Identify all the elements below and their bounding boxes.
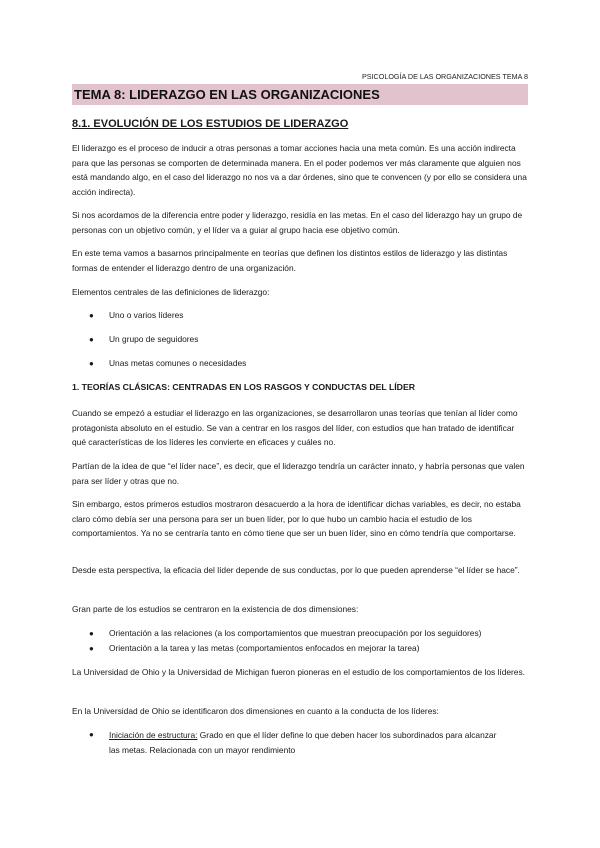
paragraph: Partían de la idea de que “el líder nace”, es decir, que el liderazgo tendría un carácter innato, y habría personas que valen para ser líder y otras que no.: [72, 461, 525, 486]
bullet-icon: ●: [89, 359, 94, 368]
paragraph: Desde esta perspectiva, la eficacia del líder depende de sus conductas, por lo que pueden aprenderse “el líder se hace”.: [72, 565, 520, 575]
running-header: PSICOLOGÍA DE LAS ORGANIZACIONES TEMA 8: [361, 72, 528, 81]
section-heading-1: 1. TEORÍAS CLÁSICAS: CENTRADAS EN LOS RASGOS Y CONDUCTAS DEL LÍDER: [72, 382, 416, 392]
paragraph: Elementos centrales de las definiciones de liderazgo:: [72, 287, 270, 297]
list-item-text: Un grupo de seguidores: [109, 334, 199, 344]
list-item-text: Orientación a la tarea y las metas (comportamientos enfocados en mejorar la tarea): [109, 643, 420, 653]
term-definition: Grado en que el líder define lo que deben hacer los subordinados para alcanzar las metas. Relacionada con un mayor rendimiento: [109, 730, 497, 755]
term-label: Iniciación de estructura:: [109, 730, 198, 740]
page-title: TEMA 8: LIDERAZGO EN LAS ORGANIZACIONES: [74, 87, 380, 102]
paragraph: Si nos acordamos de la diferencia entre poder y liderazgo, residía en las metas. En el caso del liderazgo hay un grupo de personas con un objetivo común, y el líder va a guiar al grupo hacia ese objetivo común.: [72, 210, 523, 235]
paragraph: Cuando se empezó a estudiar el liderazgo en las organizaciones, se desarrollaron unas teorías que tenían al líder como protagonista absoluto en el estudio. Se van a centrar en los rasgos del líder, con estudios que han tratado de identificar qué características de los líderes les convierte en eficaces y cuáles no.: [72, 408, 518, 448]
paragraph: En este tema vamos a basarnos principalmente en teorías que definen los distintos estilos de liderazgo y las distintas formas de entender el liderazgo dentro de una organización.: [72, 248, 508, 273]
bullet-icon: ●: [89, 335, 94, 344]
bullet-icon: ●: [89, 644, 94, 653]
paragraph: La Universidad de Ohio y la Universidad de Michigan fueron pioneras en el estudio de los comportamientos de los líderes.: [72, 667, 525, 677]
bullet-icon: ●: [89, 629, 94, 638]
list-item-text: Uno o varios líderes: [109, 310, 184, 320]
paragraph: Sin embargo, estos primeros estudios mostraron desacuerdo a la hora de identificar dichas variables, es decir, no estaba claro cómo debía ser una persona para ser un buen líder, por lo que hubo un cambio hacia el estudio de los comportamientos. Ya no se centraría tanto en cómo tiene que ser un buen líder, sino en cómo tendría que comportarse.: [72, 499, 521, 539]
bullet-icon: ●: [89, 730, 94, 739]
list-item-text: [109, 728, 509, 757]
paragraph: Gran parte de los estudios se centraron en la existencia de dos dimensiones:: [72, 604, 359, 614]
bullet-icon: ●: [89, 311, 94, 320]
list-item-text: Unas metas comunes o necesidades: [109, 358, 247, 368]
paragraph: El liderazgo es el proceso de inducir a otras personas a tomar acciones hacia una meta común. Es una acción indirecta para que las personas se comporten de determinada manera. En el poder podemos ver más claramente que alguien nos está mandando algo, en el caso del liderazgo no nos va a dar órdenes, sino que te convencen (y por ello se considera una acción indirecta).: [72, 143, 527, 197]
section-heading-8-1: 8.1. EVOLUCIÓN DE LOS ESTUDIOS DE LIDERAZGO: [72, 118, 349, 130]
paragraph: En la Universidad de Ohio se identificaron dos dimensiones en cuanto a la conducta de los líderes:: [72, 706, 439, 716]
title-banner: [72, 84, 528, 105]
list-item-text: Orientación a las relaciones (a los comportamientos que muestran preocupación por los seguidores): [109, 628, 482, 638]
